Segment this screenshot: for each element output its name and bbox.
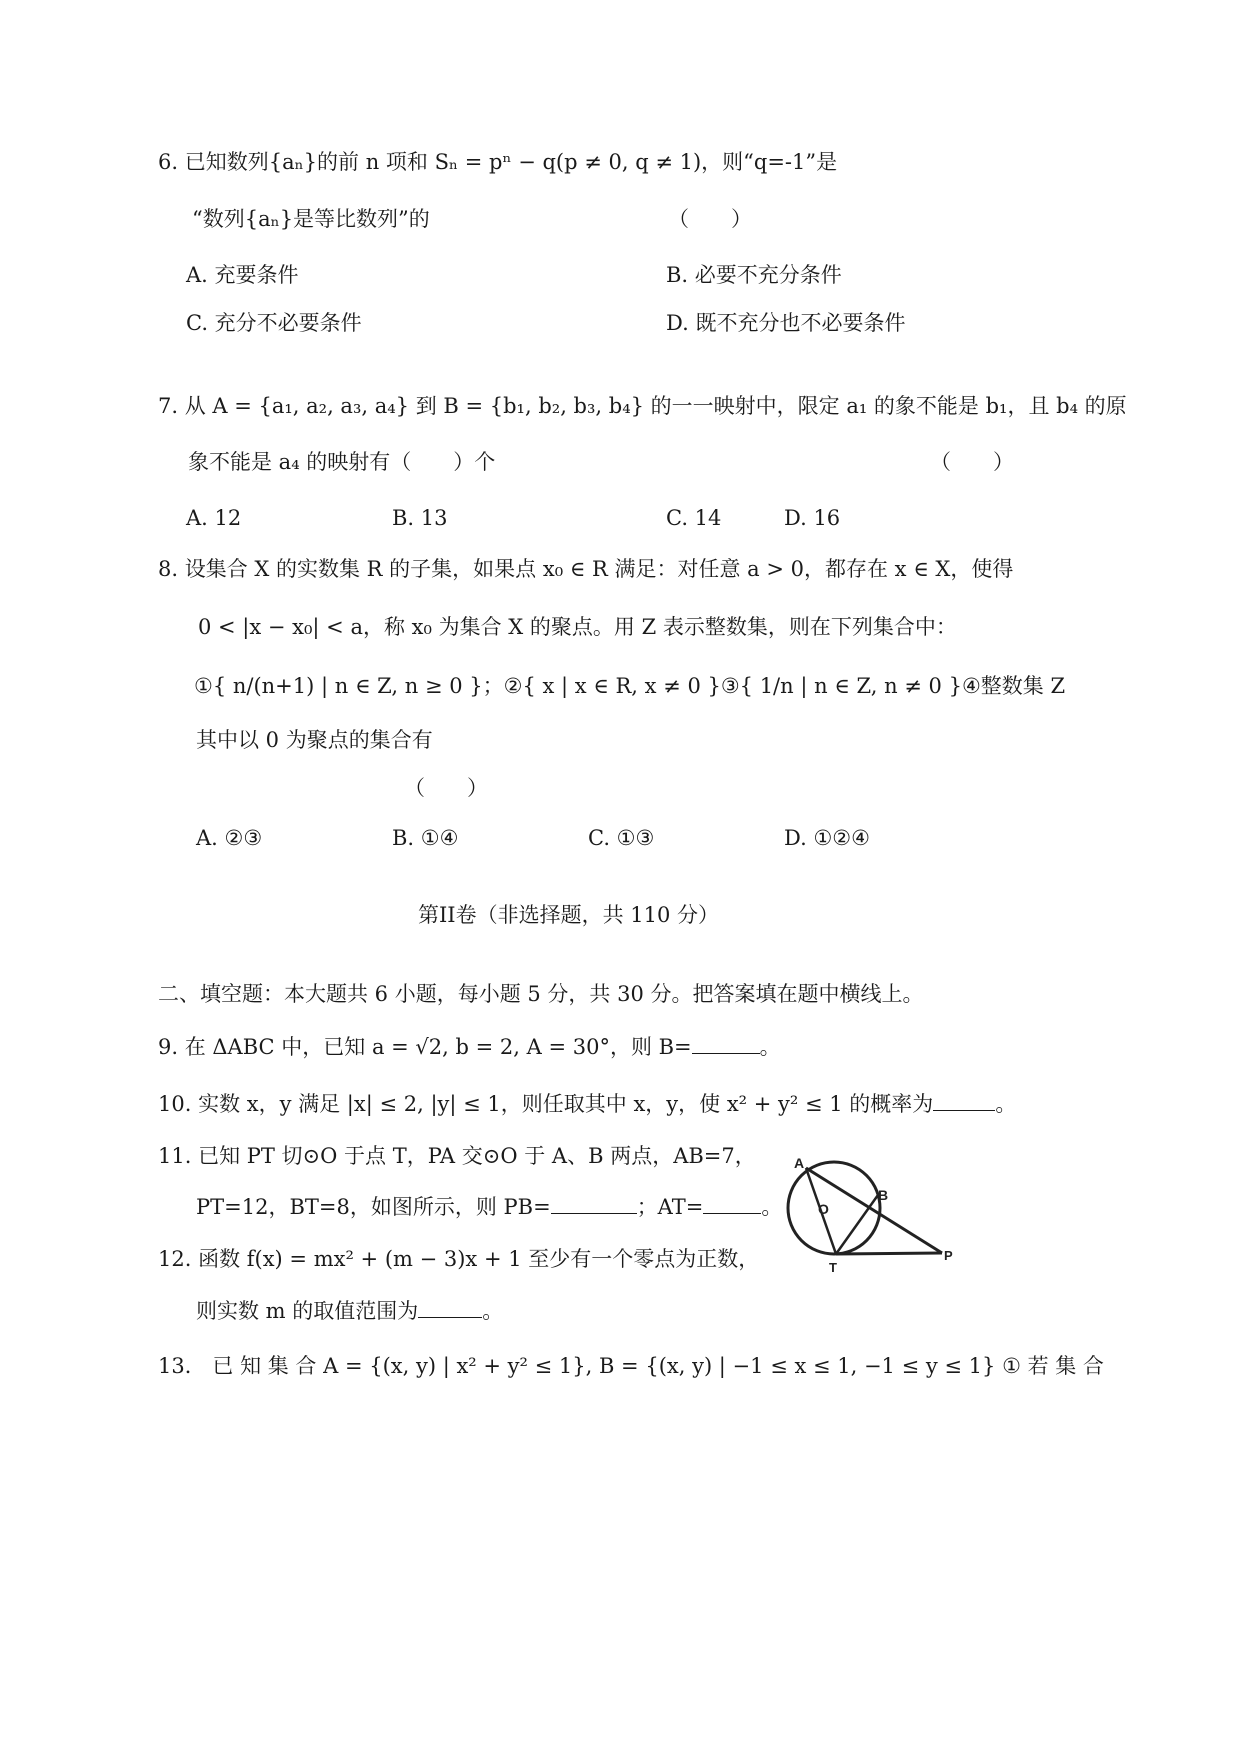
q11-line1: 11. 已知 PT 切⊙O 于点 T，PA 交⊙O 于 A、B 两点，AB=7，: [158, 1144, 756, 1168]
q8-line2: 0 < |x − x₀| < a，称 x₀ 为集合 X 的聚点。用 Z 表示整数集，则在下列集合中：: [198, 615, 957, 639]
q6-paren: （ ）: [668, 207, 752, 231]
q8-option-a: A. ②③: [196, 826, 263, 850]
q10-line: [158, 1094, 1016, 1115]
label-o: O: [818, 1201, 829, 1217]
section2-heading: 二、填空题：本大题共 6 小题，每小题 5 分，共 30 分。把答案填在题中横线上。: [158, 982, 924, 1006]
label-p: P: [944, 1248, 953, 1263]
q7-line1: 7. 从 A = {a₁, a₂, a₃, a₄} 到 B = {b₁, b₂, b₃, b₄} 的一一映射中，限定 a₁ 的象不能是 b₁，且 b₄ 的原: [158, 394, 1127, 418]
q11-end: 。: [761, 1195, 783, 1219]
chord-bt: [836, 1195, 878, 1254]
label-a: A: [794, 1155, 805, 1171]
circle-o: [788, 1162, 880, 1254]
q12-line1: 12. 函数 f(x) = mx² + (m − 3)x + 1 至少有一个零点为正数，: [158, 1247, 760, 1271]
q11-pb-blank[interactable]: [551, 1197, 637, 1214]
q10-answer-blank[interactable]: [933, 1094, 995, 1111]
q8-option-b: B. ①④: [392, 826, 459, 850]
q12-line2: [196, 1301, 503, 1322]
q11-text-pb: PT=12，BT=8，如图所示，则 PB=: [196, 1195, 551, 1219]
q13-line1: 13． 已 知 集 合 A = {(x, y) | x² + y² ≤ 1}, B = {(x, y) | −1 ≤ x ≤ 1, −1 ≤ y ≤ 1} ① 若 集 合: [158, 1354, 1104, 1378]
q7-line2: 象不能是 a₄ 的映射有（ ）个: [188, 450, 496, 474]
q11-line2: [196, 1197, 782, 1218]
q11-text-at: ；AT=: [636, 1195, 704, 1219]
q10-end: 。: [995, 1092, 1017, 1116]
label-b: B: [878, 1187, 889, 1203]
q11-at-blank[interactable]: [703, 1197, 761, 1214]
q9-answer-blank[interactable]: [692, 1037, 760, 1054]
q6-option-c: C. 充分不必要条件: [186, 311, 362, 335]
q8-line3: ①{ n/(n+1) | n ∈ Z, n ≥ 0 }；②{ x | x ∈ R, x ≠ 0 }③{ 1/n | n ∈ Z, n ≠ 0 }④整数集 Z: [194, 674, 1066, 698]
q10-text: 10. 实数 x，y 满足 |x| ≤ 2, |y| ≤ 1，则任取其中 x，y，使 x² + y² ≤ 1 的概率为: [158, 1092, 934, 1116]
part2-title: 第II卷（非选择题，共 110 分）: [418, 903, 720, 927]
q8-line4: 其中以 0 为聚点的集合有: [196, 728, 433, 752]
circle-tangent-figure: [778, 1150, 968, 1280]
q7-option-b: B. 13: [392, 506, 448, 530]
q12-answer-blank[interactable]: [418, 1301, 482, 1318]
q9-text: 9. 在 ΔABC 中，已知 a = √2, b = 2, A = 30°，则 B=: [158, 1035, 692, 1059]
q6-option-d: D. 既不充分也不必要条件: [666, 311, 906, 335]
q8-option-c: C. ①③: [588, 826, 655, 850]
q8-paren: （ ）: [404, 776, 488, 800]
q12-text: 则实数 m 的取值范围为: [196, 1299, 419, 1323]
q6-line2: “数列{aₙ}是等比数列”的: [192, 207, 430, 231]
q7-option-a: A. 12: [186, 506, 242, 530]
q9-line: [158, 1037, 781, 1058]
q12-end: 。: [482, 1299, 504, 1323]
q7-paren: （ ）: [930, 450, 1014, 474]
q6-option-a: A. 充要条件: [186, 263, 299, 287]
q7-option-d: D. 16: [784, 506, 841, 530]
label-t: T: [829, 1260, 837, 1275]
q6-option-b: B. 必要不充分条件: [666, 263, 842, 287]
q6-line1: 6. 已知数列{aₙ}的前 n 项和 Sₙ = pⁿ − q(p ≠ 0, q ≠ 1)，则“q=-1”是: [158, 150, 838, 174]
q8-line1: 8. 设集合 X 的实数集 R 的子集，如果点 x₀ ∈ R 满足：对任意 a > 0，都存在 x ∈ X，使得: [158, 557, 1014, 581]
q7-option-c: C. 14: [666, 506, 722, 530]
q9-end: 。: [759, 1035, 781, 1059]
q8-option-d: D. ①②④: [784, 826, 870, 850]
tangent-line-tp: [836, 1253, 942, 1254]
